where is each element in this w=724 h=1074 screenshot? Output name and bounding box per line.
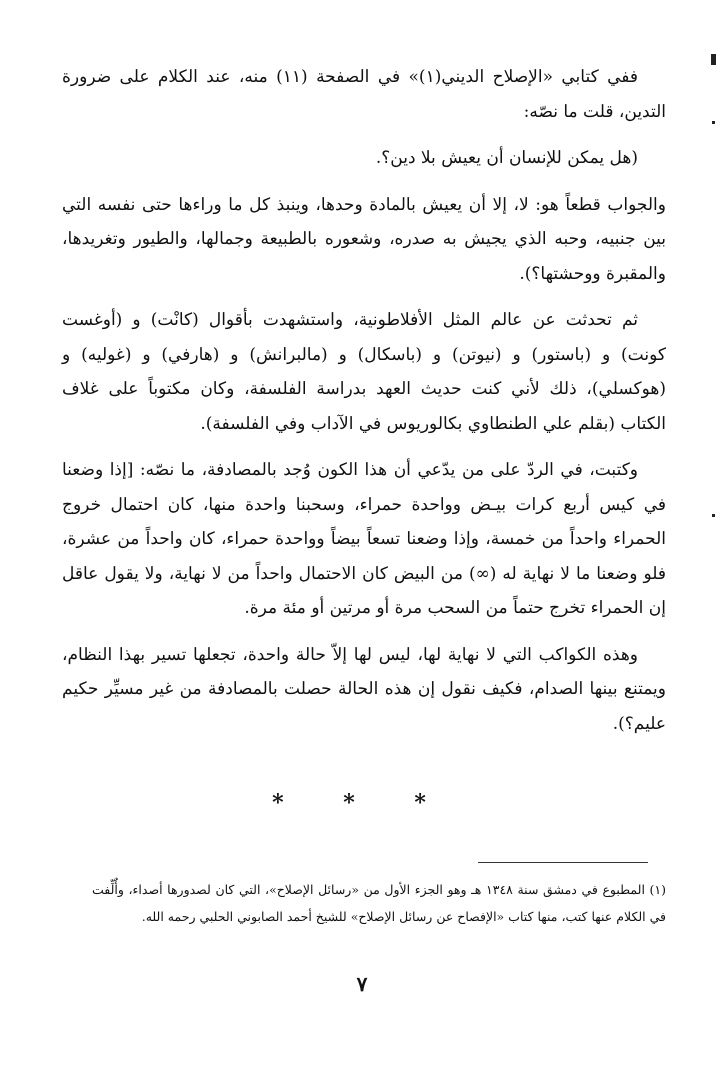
paragraph-probability: وكتبت، في الردّ على من يدّعي أن هذا الكون وُجد بالمصادفة، ما نصّه: [إذا وضعنا في كيس أربع كرات بيـض وواحدة حمراء، وسحبنا واحدة منها، كان احتمال خروج الحمراء واحداً من خمسة، وإذا وضعنا تسعاً بيضاً وواحدة حمراء، كان واحداً من عشرة، فلو وضعنا ما لا نهاية له (∞) من البيض كان الاحتمال واحداً من لا نهاية، ولا يقول عاقل إن الحمراء تخرج حتماً من السحب مرة أو مرتين أو مئة مرة. — [62, 460, 666, 618]
footnote-divider — [478, 862, 648, 863]
edge-mark-middle — [712, 514, 715, 517]
edge-mark-upper — [712, 121, 715, 124]
body-text — [62, 60, 666, 753]
paragraph-philosophers: ثم تحدثت عن عالم المثل الأفلاطونية، واستشهدت بأقوال (كانْت) و (أوغست كونت) و (باستور) و (نيوتن) و (باسكال) و (مالبرانش) و (هارفي) و (غوليه) و (هوكسلي)، ذلك لأني كنت حديث العهد بدراسة الفلسفة، وكان مكتوباً على غلاف الكتاب (بقلم علي الطنطاوي بكالوريوس في الآداب وفي الفلسفة). — [62, 310, 666, 434]
section-separator: * * * — [272, 790, 452, 816]
paragraph-question: (هل يمكن للإنسان أن يعيش بلا دين؟. — [375, 148, 638, 168]
paragraph-planets: وهذه الكواكب التي لا نهاية لها، ليس لها إلاّ حالة واحدة، تجعلها تسير بهذا النظام، ويمتنع بينها الصدام، فكيف نقول إن هذه الحالة حصلت بالمصادفة من غير مسيِّر حكيم عليم؟). — [62, 644, 666, 734]
paragraph-intro: ففي كتابي «الإصلاح الديني(١)» في الصفحة (١١) منه، عند الكلام على ضرورة التدين، قلت ما نصّه: — [62, 67, 666, 122]
footnote: (١) المطبوع في دمشق سنة ١٣٤٨ هـ وهو الجزء الأول من «رسائل الإصلاح»، التي كان لصدورها أصداء، وأُلِّفت في الكلام عنها كتب، منها كتاب «الإفصاح عن رسائل الإصلاح» للشيخ أحمد الصابوني الحلبي رحمه الله. — [92, 882, 667, 924]
page-number: ٧ — [356, 972, 368, 996]
paragraph-answer: والجواب قطعاً هو: لا، إلا أن يعيش بالمادة وحدها، وينبذ كل ما وراءها حتى نفسه التي بين جنبيه، وحبه الذي يجيش به صدره، وشعوره بالطبيعة وجمالها، والطيور وتغريدها، والمقبرة ووحشتها؟). — [62, 194, 666, 284]
edge-mark-top — [711, 54, 716, 65]
